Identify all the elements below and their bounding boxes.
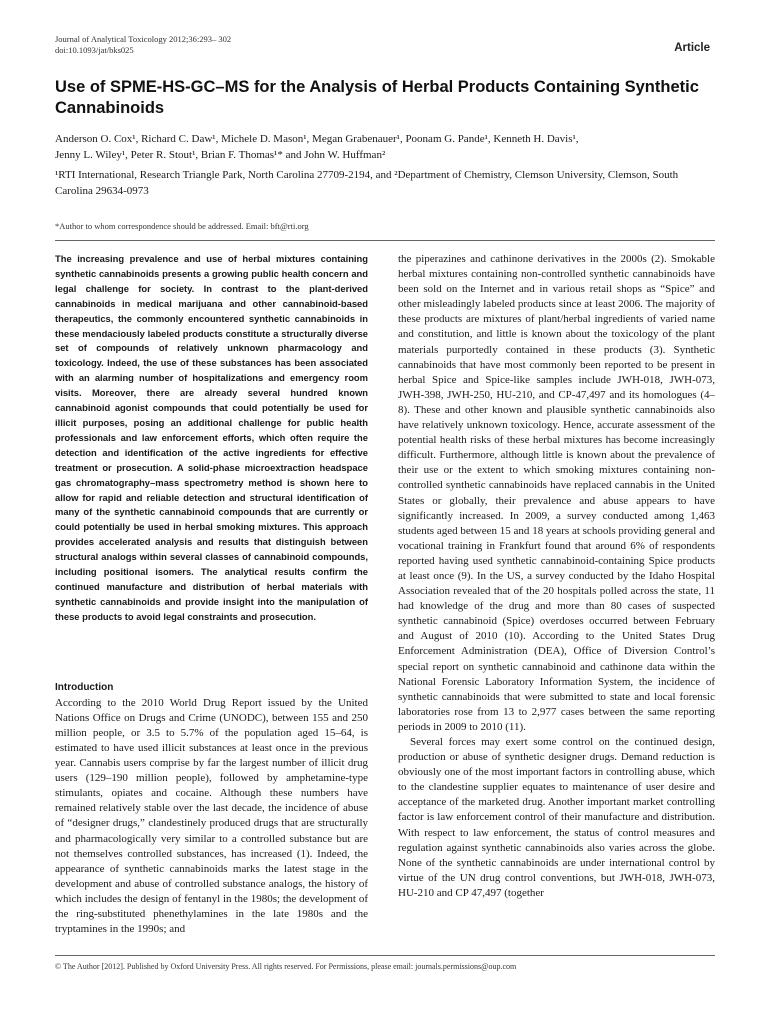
author-list — [55, 132, 715, 163]
abstract: The increasing prevalence and use of herbal mixtures containing synthetic cannabinoids presents a growing public health concern and legal challenge for society. In contrast to the plant-derived cannabinoids in medical marijuana and other cannabinoid-based therapeutics, the commonly encountered synthetic cannabinoids in these mendaciously labeled products constitute a structurally diverse set of compounds of relatively unknown pharmacology and toxicology. Indeed, the use of these substances has been associated with an alarming number of hospitalizations and emergency room visits. Moreover, there are already several hundred known cannabinoid agonist compounds that could potentially be used for illicit purposes, posing an additional challenge for public health professionals and law enforcement efforts, which often require the detection and identification of the active ingredients for effective treatment or prosecution. A solid-phase microextraction headspace gas chromatography–mass spectrometry method is shown here to allow for rapid and reliable detection and structural identification of many of the synthetic cannabinoid compounds that are currently or could potentially be used in herbal smoking mixtures. This approach provides accelerated analysis and results that distinguish between structural analogs within several classes of cannabinoid compounds, including positional isomers. The analytical results confirm the continued manufacture and distribution of herbal materials with synthetic cannabinoids and provide insight into the manipulation of these products to avoid legal constraints and prosecution. — [55, 253, 368, 622]
copyright-footer: © The Author [2012]. Published by Oxford University Press. All rights reserved. For Permissions, please email: journals.permissions@oup.com — [55, 962, 517, 971]
affiliations: ¹RTI International, Research Triangle Park, North Carolina 27709-2194, and ²Department of Chemistry, Clemson University, Clemson, South Carolina 29634-0973 — [55, 169, 679, 197]
author-line-1: Anderson O. Cox¹, Richard C. Daw¹, Michele D. Mason¹, Megan Grabenauer¹, Poonam G. Pande¹, Kenneth H. Davis¹, — [55, 133, 579, 145]
article-title: Use of SPME-HS-GC–MS for the Analysis of Herbal Products Containing Synthetic Cannabinoids — [55, 78, 699, 117]
correspondence-note: *Author to whom correspondence should be addressed. Email: bft@rti.org — [55, 221, 309, 231]
body-paragraph-1: the piperazines and cathinone derivatives in the 2000s (2). Smokable herbal mixtures containing non-controlled synthetic cannabinoids have been sold on the Internet and in various retail shops as “Spice” and other misleadingly labeled products since at least 2006. The majority of these products are mixtures of plant/herbal ingredients of varied name and constitution, and little is known about the toxicology of the plant materials purportedly contained in these products (3). Synthetic cannabinoids that have most commonly been reported to be present in herbal Spice and Spice-like samples include JWH-018, JWH-073, JWH-398, JWH-250, HU-210, and CP-47,497 and its homologues (4–8). These and other known and plausible synthetic cannabinoids also have relatively unknown toxicology. Hence, accurate assessment of the potential health risks of these herbal mixtures has become increasingly difficult. Furthermore, although little is known about the prevalence of their use or the extent to which smoking mixtures containing non-controlled synthetic cannabinoids have replaced cannabis in the United States or globally, their prevalence and abuse appears to have significantly increased. In 2009, a survey conducted among 1,463 students aged between 15 and 18 years at schools providing general and vocational training in Frankfurt found that around 6% of respondents reported having used synthetic cannabinoid-containing Spice products at least once (9). In the US, a survey conducted by the Idaho Hospital Association revealed that of the 20 hospitals polled across the state, 11 had knowledge of the drug and more than 80 cases of suspected synthetic cannabinoid (Spice) overdoses occurred between February and August of 2010 (10). According to the United States Drug Enforcement Administration (DEA), Office of Diversion Control’s special report on synthetic cannabinoid and cathinone data within the National Forensic Laboratory Information System, the incidence of synthetic cannabinoids that were submitted to state and local forensic laboratories rose from 13 to 2,977 cases between the same reporting periods in 2009 to 2010 (11). — [398, 253, 715, 733]
left-column — [55, 252, 368, 937]
journal-citation: Journal of Analytical Toxicology 2012;36:293– 302 — [55, 34, 232, 44]
journal-header — [55, 34, 231, 56]
journal-doi: doi:10.1093/jat/bks025 — [55, 45, 134, 55]
introduction-heading: Introduction — [55, 681, 114, 693]
footer-divider — [55, 955, 715, 956]
header-divider — [55, 240, 715, 241]
right-column — [398, 252, 715, 901]
author-line-2: Jenny L. Wiley¹, Peter R. Stout¹, Brian F. Thomas¹* and John W. Huffman² — [55, 148, 386, 161]
introduction-paragraph: According to the 2010 World Drug Report issued by the United Nations Office on Drugs and Crime (UNODC), between 155 and 250 million people, or 3.5 to 5.7% of the population aged 15–64, is estimated to have used illicit substances at least once in the previous year. Cannabis users comprise by far the largest number of illicit drug users (129–190 million people), followed by amphetamine-type stimulants, opiates and cocaine. Although these numbers have remained relatively stable over the last decade, the incidence of abuse of “designer drugs,” clandestinely produced drugs that are structurally and pharmacologically very similar to a controlled substance but are not themselves controlled substances, has increased (1). Indeed, the appearance of synthetic cannabinoids marks the latest stage in the development and abuse of controlled substance analogs, the history of which includes the design of fentanyl in the 1980s; the development of the ring-substituted phenethylamines in the late 1980s and the tryptamines in the 1990s; and — [55, 696, 368, 936]
article-type-label: Article — [674, 42, 710, 54]
body-paragraph-2: Several forces may exert some control on the continued design, production or abuse of synthetic designer drugs. Demand reduction is obviously one of the most important factors in controlling abuse, which to the clandestine supplier equates to maintenance of user desire and acceptance of the marketed drug. Another important market controlling factor is law enforcement control of their manufacture and distribution. With respect to law enforcement, the status of control measures and regulation against synthetic cannabinoids also varies across the globe. None of the synthetic cannabinoids are under international control by virtue of the UN drug control conventions, but JWH-018, JWH-073, HU-210 and CP 47,497 (together — [398, 736, 715, 899]
